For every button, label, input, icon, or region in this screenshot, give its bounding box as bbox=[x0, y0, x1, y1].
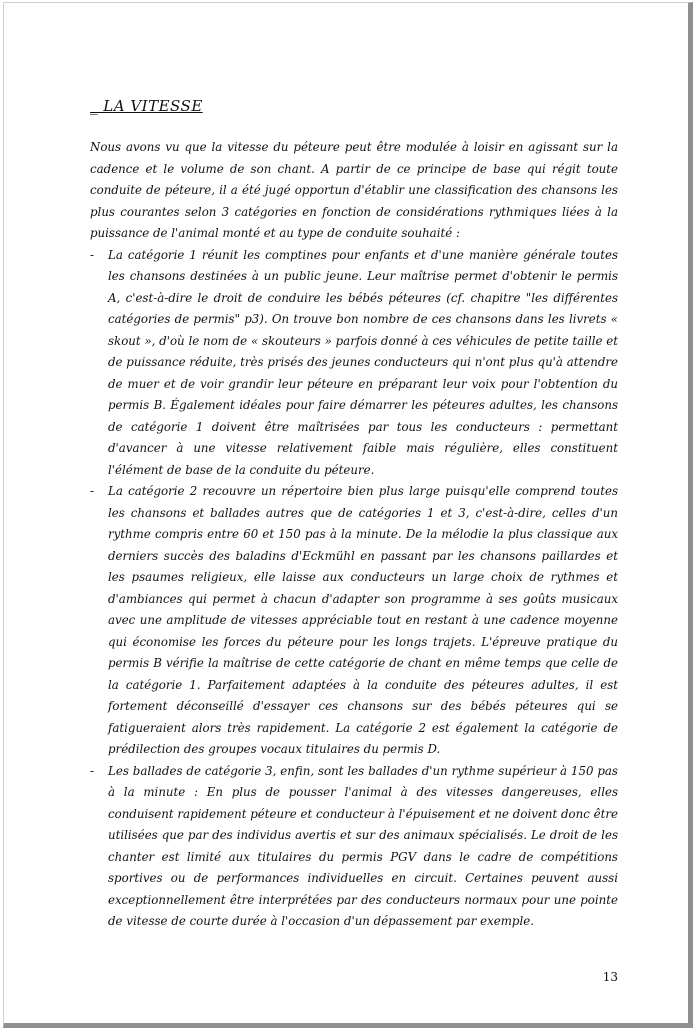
list-item bbox=[90, 245, 618, 482]
list-item-text: La catégorie 1 réunit les comptines pour enfants et d'une manière générale toutes les chansons destinées à un public jeune. Leur maîtrise permet d'obtenir le permis A, c'est-à-dire le droit de conduire les bébés péteures (cf. chapitre "les différentes catégories de permis" p3). On trouve bon nombre de ces chansons dans les livrets « skout », d'où le nom de « skouteurs » parfois donné à ces véhicules de petite taille et de puissance réduite, très prisés des jeunes conducteurs qui n'ont plus qu'à attendre de muer et de voir grandir leur péteure en préparant leur voix pour l'obtention du permis B. Également idéales pour faire démarrer les péteures adultes, les chansons de catégorie 1 doivent être maîtrisées par tous les conducteurs : permettant d'avancer à une vitesse relativement faible mais régulière, elles constituent l'élément de base de la conduite du péteure. bbox=[108, 247, 618, 477]
page-body bbox=[90, 137, 618, 933]
intro-paragraph: Nous avons vu que la vitesse du péteure peut être modulée à loisir en agissant sur la cadence et le volume de son chant. A partir de ce principe de base qui régit toute conduite de péteure, il a été jugé opportun d'établir une classification des chansons les plus courantes selon 3 catégories en fonction de considérations rythmiques liées à la puissance de l'animal monté et au type de conduite souhaité : bbox=[90, 140, 618, 240]
bullet-dash: - bbox=[90, 763, 94, 778]
list-item-text: Les ballades de catégorie 3, enfin, sont les ballades d'un rythme supérieur à 150 pas à la minute : En plus de pousser l'animal à des vitesses dangereuses, elles conduisent rapidement péteure et conducteur à l'épuisement et ne doivent donc être utilisées que par des individus avertis et sur des animaux spécialisés. Le droit de les chanter est limité aux titulaires du permis PGV dans le cadre de compétitions sportives ou de performances individuelles en circuit. Certaines peuvent aussi exceptionnellement être interprétées par des conducteurs normaux pour une pointe de vitesse de courte durée à l'occasion d'un dépassement par exemple. bbox=[108, 763, 618, 928]
list-item bbox=[90, 481, 618, 761]
bullet-dash: - bbox=[90, 247, 94, 262]
category-list bbox=[90, 245, 618, 933]
bullet-dash: - bbox=[90, 484, 94, 498]
section-heading: _ LA VITESSE bbox=[90, 97, 203, 115]
list-item-text: La catégorie 2 recouvre un répertoire bien plus large puisqu'elle comprend toutes les chansons et ballades autres que de catégories 1 et 3, c'est-à-dire, celles d'un rythme compris entre 60 et 150 pas à la minute. De la mélodie la plus classique aux derniers succès des baladins d'Eckmühl en passant par les chansons paillardes et les psaumes religieux, elle laisse aux conducteurs un large choix de rythmes et d'ambiances qui permet à chacun d'adapter son programme à ses goûts musicaux avec une amplitude de vitesses appréciable tout en restant à une cadence moyenne qui économise les forces du péteure pour les longs trajets. L'épreuve pratique du permis B vérifie la maîtrise de cette catégorie de chant en même temps que celle de la catégorie 1. Parfaitement adaptées à la conduite des péteures adultes, il est fortement déconseillé d'essayer ces chansons sur des bébés péteures qui se fatigueraient alors très rapidement. La catégorie 2 est également la catégorie de prédilection des groupes vocaux titulaires du permis D. bbox=[108, 484, 618, 756]
list-item bbox=[90, 761, 618, 933]
page-number: 13 bbox=[602, 970, 618, 984]
document-page bbox=[3, 2, 693, 1028]
